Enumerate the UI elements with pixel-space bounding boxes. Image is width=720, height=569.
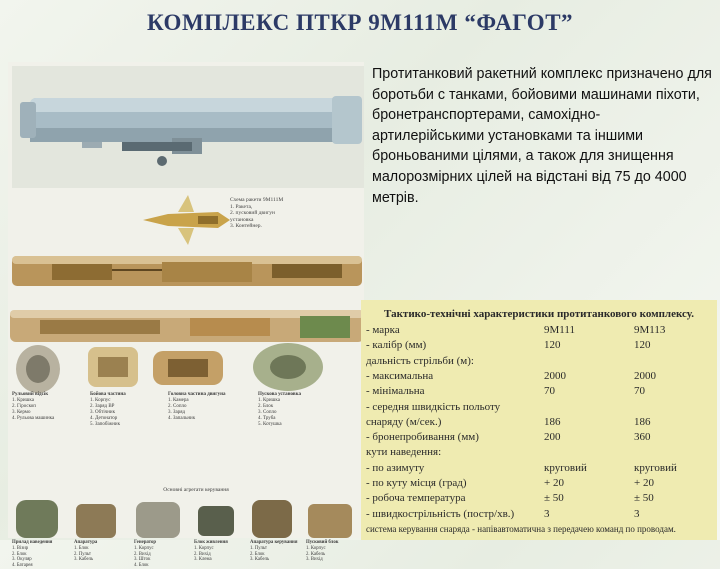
spec-value-9m111: 2000 bbox=[544, 369, 566, 382]
spec-value-9m113: 120 bbox=[634, 339, 651, 352]
spec-value-9m111: 3 bbox=[544, 507, 550, 520]
spec-value-9m113: круговий bbox=[634, 461, 677, 474]
illustration-panel bbox=[8, 62, 364, 569]
spec-row bbox=[366, 339, 716, 353]
caption-equipment: Апаратура 1. Блок 2. Пульт 3. Кабель bbox=[74, 540, 98, 563]
caption-launch-unit: Пусковий блок 1. Корпус 2. Кабель 3. Вихід bbox=[306, 540, 339, 563]
spec-table bbox=[361, 300, 717, 540]
spec-row bbox=[366, 446, 716, 460]
spec-row bbox=[366, 492, 716, 506]
spec-label: - мінімальна bbox=[366, 385, 425, 398]
spec-row bbox=[366, 401, 716, 415]
spec-value-9m113: 3 bbox=[634, 507, 640, 520]
spec-label: снаряду (м/сек.) bbox=[366, 415, 442, 428]
spec-label: - робоча температура bbox=[366, 492, 466, 505]
caption-guidance: Прилад наведення 1. Візир 2. Блок 3. Окуляр 4. Батарея bbox=[12, 540, 53, 569]
missile-cutaway-upper bbox=[12, 250, 362, 292]
spec-table-title: Тактико-технічні характеристики протитанкового комплексу. bbox=[384, 308, 694, 320]
caption-generator: Генератор 1. Корпус 2. Вихід 3. Шток 4. Блок bbox=[134, 540, 157, 569]
spec-value-9m111: 186 bbox=[544, 415, 561, 428]
spec-table-footer: система керування снаряда - напівавтоматична з передачею команд по проводам. bbox=[366, 524, 676, 534]
spec-value-9m113: ± 50 bbox=[634, 492, 654, 505]
spec-value-9m111: 120 bbox=[544, 339, 561, 352]
launcher-photo bbox=[12, 66, 364, 188]
caption-engine: Головна частина двигуна 1. Камера 2. Сопло 3. Заряд 4. Запальник bbox=[168, 392, 226, 421]
spec-label: - максимальна bbox=[366, 369, 434, 382]
spec-row bbox=[366, 385, 716, 399]
spec-label: - середня швидкість польоту bbox=[366, 400, 501, 413]
spec-label: дальність стрільби (м): bbox=[366, 354, 474, 367]
spec-value-9m113: 2000 bbox=[634, 369, 656, 382]
spec-row bbox=[366, 477, 716, 491]
spec-value-9m113: 186 bbox=[634, 415, 651, 428]
spec-label: - бронепробивання (мм) bbox=[366, 431, 479, 444]
spec-value-9m111: 70 bbox=[544, 385, 555, 398]
spec-row bbox=[366, 508, 716, 522]
spec-label: - швидкострільність (постр/хв.) bbox=[366, 507, 515, 520]
spec-value-9m113: 70 bbox=[634, 385, 645, 398]
spec-label: кути наведення: bbox=[366, 446, 442, 459]
spec-value-9m111: 200 bbox=[544, 431, 561, 444]
spec-row bbox=[366, 370, 716, 384]
spec-value-9m113: + 20 bbox=[634, 477, 654, 489]
caption-warhead: Бойова частина 1. Корпус 2. Заряд ВР 3. Обтічник 4. Детонатор 5. Запобіжник bbox=[90, 392, 126, 427]
description-text: Протитанковий ракетний комплекс призначено для боротьби с танками, бойовими машинами піхоти, бронетранспортерами, самохідно-артилерійськими установками та іншими броньованими цілями, а також для знищення малорозмірних цілей на відстані від 75 до 4000 метрів. bbox=[372, 66, 712, 206]
spec-value-9m111: круговий bbox=[544, 461, 587, 474]
caption-control: Апаратура керування 1. Пульт 2. Блок 3. Кабель bbox=[250, 540, 298, 563]
page-title: КОМПЛЕКС ПТКР 9М111М “ФАГОТ” bbox=[146, 10, 574, 35]
caption-power: Блок живлення 1. Корпус 2. Вихід 3. Клема bbox=[194, 540, 228, 563]
spec-value-9m113: 360 bbox=[634, 431, 651, 444]
components-upper-row bbox=[8, 337, 364, 399]
missile-scheme-caption: Схема ракети 9М111М 1. Ракета, 2. пусковий двигун установка 3. Контейнер. bbox=[230, 197, 284, 229]
spec-value-9m113: 9М113 bbox=[634, 324, 666, 336]
spec-label: - калібр (мм) bbox=[366, 339, 427, 352]
spec-row bbox=[366, 324, 716, 338]
spec-row bbox=[366, 355, 716, 369]
spec-label: - по азимуту bbox=[366, 461, 425, 474]
spec-label: - марка bbox=[366, 324, 400, 336]
spec-value-9m111: + 20 bbox=[544, 477, 564, 489]
caption-launcher: Пускова установка 1. Кришка 2. Блок 3. Сопло 4. Труба 5. Котушка bbox=[258, 392, 301, 427]
spec-value-9m111: ± 50 bbox=[544, 492, 564, 505]
caption-steering: Рульовий відсік 1. Кришка 2. Гіроскоп 3. Кермо 4. Рульова машинка bbox=[12, 392, 55, 421]
spec-row bbox=[366, 431, 716, 445]
spec-value-9m111: 9М111 bbox=[544, 324, 575, 336]
control-units-caption: Основні агрегати керування bbox=[163, 487, 229, 493]
spec-row bbox=[366, 462, 716, 476]
spec-label: - по куту місця (град) bbox=[366, 477, 467, 489]
missile-head-drawing bbox=[138, 190, 233, 250]
spec-row bbox=[366, 416, 716, 430]
